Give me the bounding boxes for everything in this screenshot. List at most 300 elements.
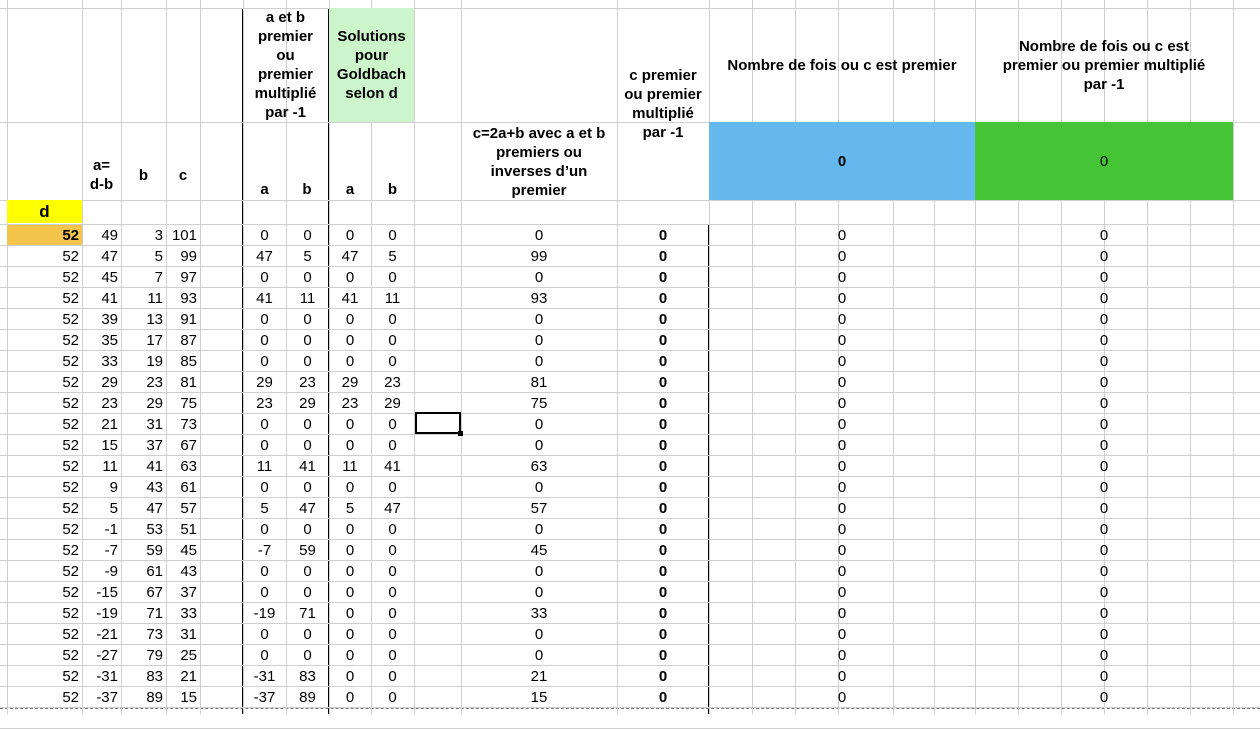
cell-nombre-c[interactable]: 0: [837, 394, 847, 412]
cell-nombre-c[interactable]: 0: [837, 373, 847, 391]
cell-a[interactable]: 21: [101, 415, 118, 433]
cell-c-premier[interactable]: 0: [658, 520, 668, 538]
cell-a[interactable]: 49: [101, 226, 118, 244]
cell-nombre-c[interactable]: 0: [837, 604, 847, 622]
cell-c[interactable]: 57: [180, 499, 197, 517]
cell-ab-b[interactable]: 0: [303, 520, 312, 538]
cell-sol-b[interactable]: 0: [388, 268, 397, 286]
cell-ab-b[interactable]: 0: [303, 415, 312, 433]
cell-b[interactable]: 71: [146, 604, 163, 622]
cell-ab-b[interactable]: 0: [303, 268, 312, 286]
cell-nombre-c[interactable]: 0: [837, 688, 847, 706]
cell-c-premier[interactable]: 0: [658, 646, 668, 664]
cell-a[interactable]: 39: [101, 310, 118, 328]
cell-a[interactable]: 33: [101, 352, 118, 370]
cell-c-formula[interactable]: 21: [530, 667, 548, 685]
cell-b[interactable]: 29: [146, 394, 163, 412]
cell-c-premier[interactable]: 0: [658, 583, 668, 601]
header-c-premier[interactable]: [617, 62, 709, 146]
cell-c-formula[interactable]: 0: [534, 583, 544, 601]
cell-a[interactable]: 47: [101, 247, 118, 265]
cell-a[interactable]: -1: [104, 520, 118, 538]
cell-ab-b[interactable]: 0: [303, 583, 312, 601]
cell-sol-a[interactable]: 0: [345, 478, 355, 496]
cell-nombre-c[interactable]: 0: [837, 520, 847, 538]
header-line: a et b: [265, 9, 306, 26]
cell-sol-b[interactable]: 47: [384, 499, 401, 517]
cell-nombre-c2[interactable]: 0: [1099, 541, 1109, 559]
cell-c-premier[interactable]: 0: [658, 310, 668, 328]
cell-nombre-c2[interactable]: 0: [1099, 247, 1109, 265]
cell-b[interactable]: 83: [146, 667, 163, 685]
cell-ab-a[interactable]: 0: [260, 331, 269, 349]
cell-c-premier[interactable]: 0: [658, 541, 668, 559]
header-b[interactable]: [121, 150, 166, 200]
cell-b[interactable]: 7: [154, 268, 163, 286]
cell-a[interactable]: 41: [101, 289, 118, 307]
cell-sol-a[interactable]: 47: [341, 247, 359, 265]
cell-sol-b[interactable]: 0: [388, 478, 397, 496]
cell-sol-a[interactable]: 23: [341, 394, 359, 412]
cell-ab-a[interactable]: 0: [260, 562, 269, 580]
cell-sol-a[interactable]: 0: [345, 562, 355, 580]
cell-sol-b[interactable]: 0: [388, 625, 397, 643]
cell-c[interactable]: 75: [180, 394, 197, 412]
cell-nombre-c[interactable]: 0: [837, 562, 847, 580]
cell-nombre-c2[interactable]: 0: [1099, 289, 1109, 307]
cell-b[interactable]: 89: [146, 688, 163, 706]
header-ab-premier[interactable]: [243, 8, 328, 122]
header-line: pour: [354, 47, 389, 64]
cell-ab-b[interactable]: 11: [299, 289, 316, 307]
cell-nombre-c[interactable]: 0: [837, 247, 847, 265]
cell-a[interactable]: -9: [104, 562, 118, 580]
cell-d[interactable]: 52: [62, 310, 79, 328]
cell-nombre-c[interactable]: 0: [837, 436, 847, 454]
cell-c[interactable]: 99: [180, 247, 197, 265]
cell-c-premier[interactable]: 0: [658, 415, 668, 433]
cell-ab-b[interactable]: 0: [303, 478, 312, 496]
cell-c-formula[interactable]: 99: [530, 247, 548, 265]
cell-c-premier[interactable]: 0: [658, 268, 668, 286]
green-count-cell[interactable]: [975, 122, 1233, 200]
cell-a[interactable]: -7: [104, 541, 118, 559]
cell-sol-a[interactable]: 0: [345, 688, 355, 706]
cell-sol-a[interactable]: 0: [345, 520, 355, 538]
cell-c[interactable]: 21: [180, 667, 197, 685]
cell-d[interactable]: 52: [62, 247, 79, 265]
cell-nombre-c[interactable]: 0: [837, 268, 847, 286]
cell-c-premier[interactable]: 0: [658, 688, 668, 706]
cell-ab-b[interactable]: 0: [303, 436, 312, 454]
cell-ab-a[interactable]: 0: [260, 352, 269, 370]
header-nombre-c-premier[interactable]: [709, 8, 975, 122]
cell-ab-a[interactable]: -37: [253, 688, 276, 706]
cell-c-formula[interactable]: 75: [530, 394, 548, 412]
cell-ab-a[interactable]: 5: [260, 499, 269, 517]
cell-a[interactable]: -15: [96, 583, 118, 601]
cell-sol-b[interactable]: 41: [384, 457, 401, 475]
cell-sol-a[interactable]: 0: [345, 583, 355, 601]
cell-d[interactable]: 52: [62, 373, 79, 391]
cell-c-formula[interactable]: 0: [534, 268, 544, 286]
cell-a[interactable]: 29: [101, 373, 118, 391]
cell-sol-b[interactable]: 0: [388, 226, 397, 244]
cell-b[interactable]: 3: [154, 226, 163, 244]
cell-c[interactable]: 61: [180, 478, 197, 496]
cell-sol-a[interactable]: 0: [345, 625, 355, 643]
header-c-formula[interactable]: [461, 124, 617, 200]
cell-ab-b[interactable]: 0: [303, 562, 312, 580]
cell-c[interactable]: 33: [180, 604, 197, 622]
cell-ab-b[interactable]: 71: [299, 604, 316, 622]
cell-nombre-c[interactable]: 0: [837, 226, 847, 244]
cell-c[interactable]: 51: [180, 520, 197, 538]
cell-d[interactable]: 52: [62, 541, 79, 559]
cell-b[interactable]: 23: [146, 373, 163, 391]
gridline-horizontal: [0, 200, 1260, 201]
cell-sol-b[interactable]: 0: [388, 667, 397, 685]
cell-nombre-c2[interactable]: 0: [1099, 394, 1109, 412]
cell-a[interactable]: 45: [101, 268, 118, 286]
cell-sol-a[interactable]: 0: [345, 226, 355, 244]
subheader-a-1[interactable]: [243, 178, 286, 200]
cell-nombre-c2[interactable]: 0: [1099, 562, 1109, 580]
cell-sol-b[interactable]: 0: [388, 541, 397, 559]
cell-ab-a[interactable]: 0: [260, 310, 269, 328]
cell-b[interactable]: 61: [146, 562, 163, 580]
cell-c-premier[interactable]: 0: [658, 562, 668, 580]
cell-d[interactable]: 52: [62, 352, 79, 370]
cell-ab-b[interactable]: 0: [303, 646, 312, 664]
cell-sol-b[interactable]: 0: [388, 583, 397, 601]
cell-c-formula[interactable]: 0: [534, 436, 544, 454]
cell-nombre-c[interactable]: 0: [837, 478, 847, 496]
header-nombre-c-premier-ou-multiplie[interactable]: [975, 8, 1233, 122]
cell-nombre-c2[interactable]: 0: [1099, 331, 1109, 349]
cell-c-premier[interactable]: 0: [658, 604, 668, 622]
cell-nombre-c2[interactable]: 0: [1099, 646, 1109, 664]
cell-c-premier[interactable]: 0: [658, 457, 668, 475]
selected-cell-cursor[interactable]: [415, 412, 461, 434]
cell-c-formula[interactable]: 0: [534, 562, 544, 580]
cell-c[interactable]: 101: [171, 226, 197, 244]
cell-c-premier[interactable]: 0: [658, 478, 668, 496]
cell-sol-a[interactable]: 0: [345, 331, 355, 349]
cell-a[interactable]: -27: [96, 646, 118, 664]
cell-ab-a[interactable]: 47: [256, 247, 273, 265]
cell-nombre-c2[interactable]: 0: [1099, 310, 1109, 328]
cell-c-formula[interactable]: 0: [534, 478, 544, 496]
cell-ab-b[interactable]: 0: [303, 331, 312, 349]
cell-nombre-c2[interactable]: 0: [1099, 583, 1109, 601]
cell-c-formula[interactable]: 0: [534, 520, 544, 538]
cell-nombre-c2[interactable]: 0: [1099, 373, 1109, 391]
cell-c-premier[interactable]: 0: [658, 667, 668, 685]
cell-c[interactable]: 31: [180, 625, 197, 643]
cell-d[interactable]: 52: [7, 225, 82, 245]
cell-d[interactable]: 52: [62, 604, 79, 622]
cell-c-formula[interactable]: 0: [534, 415, 544, 433]
cell-ab-a[interactable]: 0: [260, 226, 269, 244]
cell-sol-a[interactable]: 0: [345, 352, 355, 370]
cell-c-premier[interactable]: 0: [658, 499, 668, 517]
cell-a[interactable]: 9: [109, 478, 118, 496]
cell-nombre-c2[interactable]: 0: [1099, 667, 1109, 685]
cell-ab-a[interactable]: 0: [260, 436, 269, 454]
cell-d[interactable]: 52: [62, 415, 79, 433]
cell-nombre-c2[interactable]: 0: [1099, 520, 1109, 538]
cell-nombre-c2[interactable]: 0: [1099, 688, 1109, 706]
cell-d[interactable]: 52: [62, 478, 79, 496]
cell-nombre-c2[interactable]: 0: [1099, 436, 1109, 454]
cell-ab-b[interactable]: 41: [299, 457, 316, 475]
subheader-b-1[interactable]: [286, 178, 328, 200]
cell-ab-a[interactable]: 0: [260, 646, 269, 664]
cell-c-formula[interactable]: 45: [530, 541, 548, 559]
cell-sol-a[interactable]: 0: [345, 646, 355, 664]
border-sol-right: [414, 8, 415, 714]
cell-c-formula[interactable]: 63: [530, 457, 548, 475]
blue-count-value: 0: [837, 152, 847, 170]
cell-sol-b[interactable]: 0: [388, 604, 397, 622]
cell-c-premier[interactable]: 0: [658, 247, 668, 265]
cell-d[interactable]: 52: [62, 520, 79, 538]
cell-sol-b[interactable]: 5: [388, 247, 397, 265]
cell-nombre-c[interactable]: 0: [837, 289, 847, 307]
cell-sol-b[interactable]: 0: [388, 331, 397, 349]
cell-sol-a[interactable]: 29: [341, 373, 359, 391]
cell-ab-a[interactable]: 0: [260, 478, 269, 496]
cell-nombre-c[interactable]: 0: [837, 457, 847, 475]
cell-c[interactable]: 63: [180, 457, 197, 475]
cell-b[interactable]: 19: [146, 352, 163, 370]
cell-c[interactable]: 87: [180, 331, 197, 349]
cell-nombre-c[interactable]: 0: [837, 667, 847, 685]
cell-b[interactable]: 79: [146, 646, 163, 664]
cell-c-premier[interactable]: 0: [658, 394, 668, 412]
cell-c-formula[interactable]: 0: [534, 646, 544, 664]
cell-b[interactable]: 53: [146, 520, 163, 538]
cell-c-formula[interactable]: 93: [530, 289, 548, 307]
cell-d[interactable]: 52: [62, 331, 79, 349]
cell-ab-a[interactable]: 11: [256, 457, 273, 475]
cell-c[interactable]: 25: [180, 646, 197, 664]
cell-sol-a[interactable]: 0: [345, 436, 355, 454]
cell-c[interactable]: 81: [180, 373, 197, 391]
cell-d[interactable]: 52: [62, 436, 79, 454]
cell-ab-b[interactable]: 0: [303, 310, 312, 328]
cell-c-formula[interactable]: 0: [534, 625, 544, 643]
cell-d[interactable]: 52: [62, 625, 79, 643]
cell-ab-a[interactable]: 23: [256, 394, 273, 412]
cell-b[interactable]: 13: [146, 310, 163, 328]
cell-a[interactable]: -37: [96, 688, 118, 706]
cell-ab-b[interactable]: 47: [299, 499, 316, 517]
cell-sol-a[interactable]: 0: [345, 667, 355, 685]
cell-c-formula[interactable]: 0: [534, 331, 544, 349]
cell-b[interactable]: 43: [146, 478, 163, 496]
cell-a[interactable]: 23: [101, 394, 118, 412]
cell-c[interactable]: 73: [180, 415, 197, 433]
cell-sol-b[interactable]: 29: [384, 394, 401, 412]
cell-ab-a[interactable]: 41: [256, 289, 273, 307]
cell-a[interactable]: -31: [96, 667, 118, 685]
cell-c-formula[interactable]: 33: [530, 604, 548, 622]
cell-a[interactable]: -19: [96, 604, 118, 622]
cell-sol-b[interactable]: 0: [388, 646, 397, 664]
cell-b[interactable]: 41: [146, 457, 163, 475]
cell-c-premier[interactable]: 0: [658, 352, 668, 370]
header-d[interactable]: [7, 200, 82, 223]
cell-a[interactable]: 35: [101, 331, 118, 349]
cell-c[interactable]: 97: [180, 268, 197, 286]
cell-ab-b[interactable]: 5: [303, 247, 312, 265]
cell-sol-a[interactable]: 0: [345, 310, 355, 328]
cell-ab-b[interactable]: 89: [299, 688, 316, 706]
cell-c[interactable]: 67: [180, 436, 197, 454]
cell-nombre-c[interactable]: 0: [837, 625, 847, 643]
cell-sol-b[interactable]: 23: [384, 373, 401, 391]
cell-d[interactable]: 52: [62, 646, 79, 664]
cell-a[interactable]: 5: [109, 499, 118, 517]
cell-d[interactable]: 52: [62, 583, 79, 601]
cell-a[interactable]: -21: [96, 625, 118, 643]
cell-c[interactable]: 85: [180, 352, 197, 370]
cell-nombre-c[interactable]: 0: [837, 646, 847, 664]
cell-c[interactable]: 93: [180, 289, 197, 307]
cell-nombre-c2[interactable]: 0: [1099, 625, 1109, 643]
cell-nombre-c2[interactable]: 0: [1099, 499, 1109, 517]
cell-d[interactable]: 52: [62, 394, 79, 412]
cell-c[interactable]: 45: [180, 541, 197, 559]
cell-ab-a[interactable]: 0: [260, 520, 269, 538]
cell-c-premier[interactable]: 0: [658, 625, 668, 643]
cell-sol-a[interactable]: 0: [345, 541, 355, 559]
cell-d[interactable]: 52: [62, 499, 79, 517]
cell-nombre-c[interactable]: 0: [837, 331, 847, 349]
cell-sol-b[interactable]: 11: [384, 289, 401, 307]
cell-c-formula[interactable]: 57: [530, 499, 548, 517]
cell-nombre-c[interactable]: 0: [837, 352, 847, 370]
cell-ab-a[interactable]: -7: [257, 541, 272, 559]
cell-nombre-c[interactable]: 0: [837, 499, 847, 517]
header-c[interactable]: [166, 150, 200, 200]
cell-ab-b[interactable]: 59: [299, 541, 316, 559]
cell-d[interactable]: 52: [62, 289, 79, 307]
cell-nombre-c[interactable]: 0: [837, 310, 847, 328]
cell-ab-a[interactable]: 29: [256, 373, 273, 391]
cell-sol-a[interactable]: 5: [345, 499, 355, 517]
cell-b[interactable]: 47: [146, 499, 163, 517]
cell-b[interactable]: 11: [147, 289, 163, 307]
cell-sol-a[interactable]: 0: [345, 268, 355, 286]
cell-b[interactable]: 59: [146, 541, 163, 559]
cell-sol-b[interactable]: 0: [388, 688, 397, 706]
cell-sol-b[interactable]: 0: [388, 520, 397, 538]
cell-ab-a[interactable]: 0: [260, 625, 269, 643]
cell-c-formula[interactable]: 15: [530, 688, 548, 706]
cell-b[interactable]: 31: [146, 415, 163, 433]
cell-nombre-c[interactable]: 0: [837, 415, 847, 433]
header-solutions-goldbach[interactable]: [329, 8, 414, 122]
cell-nombre-c2[interactable]: 0: [1099, 352, 1109, 370]
cell-sol-b[interactable]: 0: [388, 415, 397, 433]
blue-count-cell[interactable]: [709, 122, 975, 200]
cell-c-premier[interactable]: 0: [658, 331, 668, 349]
cell-ab-a[interactable]: -31: [253, 667, 276, 685]
cell-d[interactable]: 52: [62, 688, 79, 706]
cell-sol-a[interactable]: 0: [345, 604, 355, 622]
cell-ab-b[interactable]: 0: [303, 625, 312, 643]
cell-sol-b[interactable]: 0: [388, 436, 397, 454]
cell-d[interactable]: 52: [62, 562, 79, 580]
cell-b[interactable]: 17: [146, 331, 163, 349]
cell-c[interactable]: 43: [180, 562, 197, 580]
header-line: premier: [257, 28, 313, 45]
cell-b[interactable]: 73: [146, 625, 163, 643]
cell-c-formula[interactable]: 0: [534, 352, 544, 370]
cell-b[interactable]: 5: [154, 247, 163, 265]
cell-b[interactable]: 67: [146, 583, 163, 601]
subheader-a-2[interactable]: [329, 178, 371, 200]
cell-b[interactable]: 37: [146, 436, 163, 454]
cell-c[interactable]: 91: [180, 310, 197, 328]
cell-sol-a[interactable]: 11: [342, 457, 358, 475]
cell-a[interactable]: 15: [101, 436, 118, 454]
cell-ab-b[interactable]: 0: [303, 352, 312, 370]
cell-sol-a[interactable]: 41: [341, 289, 359, 307]
cell-sol-b[interactable]: 0: [388, 310, 397, 328]
cell-c-premier[interactable]: 0: [658, 373, 668, 391]
cell-c[interactable]: 15: [180, 688, 197, 706]
cell-sol-a[interactable]: 0: [345, 415, 355, 433]
cell-c-premier[interactable]: 0: [658, 226, 668, 244]
cell-ab-a[interactable]: 0: [260, 268, 269, 286]
cell-ab-b[interactable]: 0: [303, 226, 312, 244]
cell-nombre-c2[interactable]: 0: [1099, 226, 1109, 244]
cell-ab-a[interactable]: -19: [253, 604, 276, 622]
cell-c-formula[interactable]: 0: [534, 310, 544, 328]
cell-nombre-c2[interactable]: 0: [1099, 478, 1109, 496]
cell-a[interactable]: 11: [102, 457, 118, 475]
cell-ab-b[interactable]: 23: [299, 373, 316, 391]
cell-c-formula[interactable]: 0: [534, 226, 544, 244]
cell-d[interactable]: 52: [62, 667, 79, 685]
cell-ab-b[interactable]: 29: [299, 394, 316, 412]
subheader-b-2[interactable]: [371, 178, 414, 200]
cell-nombre-c[interactable]: 0: [837, 541, 847, 559]
cell-c-premier[interactable]: 0: [658, 289, 668, 307]
cell-nombre-c2[interactable]: 0: [1099, 415, 1109, 433]
cell-c-premier[interactable]: 0: [658, 436, 668, 454]
cell-nombre-c2[interactable]: 0: [1099, 457, 1109, 475]
cell-c-formula[interactable]: 81: [530, 373, 548, 391]
cell-ab-b[interactable]: 83: [299, 667, 316, 685]
cell-ab-a[interactable]: 0: [260, 583, 269, 601]
cell-nombre-c2[interactable]: 0: [1099, 268, 1109, 286]
cell-ab-a[interactable]: 0: [260, 415, 269, 433]
cell-nombre-c[interactable]: 0: [837, 583, 847, 601]
cell-c[interactable]: 37: [180, 583, 197, 601]
cell-nombre-c2[interactable]: 0: [1099, 604, 1109, 622]
cell-sol-b[interactable]: 0: [388, 562, 397, 580]
cell-d[interactable]: 52: [62, 268, 79, 286]
header-line: multiplié: [632, 105, 694, 122]
header-a-eq-d-minus-b[interactable]: [82, 150, 121, 200]
cell-d[interactable]: 52: [62, 457, 79, 475]
cell-sol-b[interactable]: 0: [388, 352, 397, 370]
